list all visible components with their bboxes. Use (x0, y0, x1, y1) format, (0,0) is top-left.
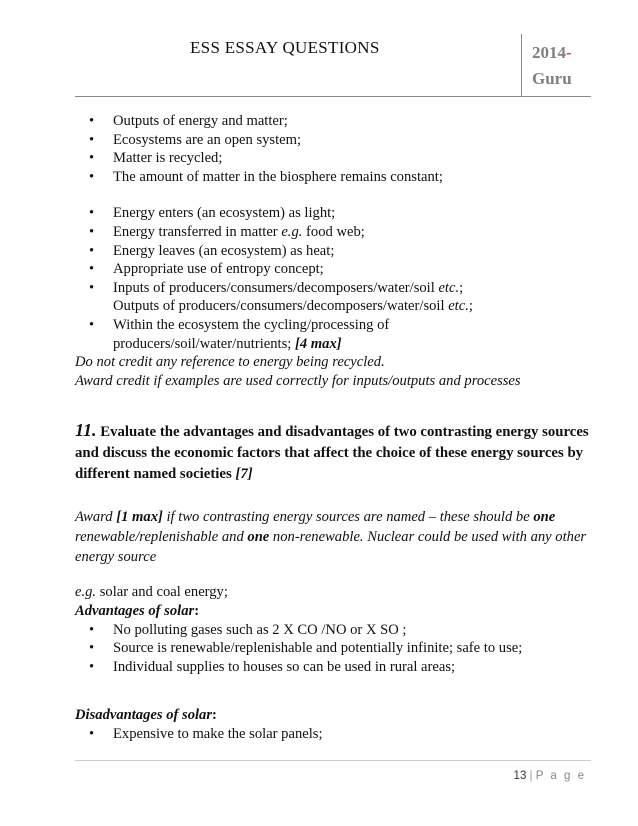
list-item: • Energy enters (an ecosystem) as light; (89, 205, 336, 222)
header-divider-horizontal (75, 96, 591, 97)
bullet-icon: • (89, 131, 95, 148)
footer-divider (75, 760, 591, 761)
bullet-icon: • (89, 113, 95, 129)
bullet-icon: • (89, 316, 95, 333)
list-item: • Appropriate use of entropy concept; (89, 261, 324, 278)
list-item: • Source is renewable/replenishable and potentially infinite; safe to use; (89, 640, 523, 657)
list-item: • The amount of matter in the biosphere remains constant; (89, 168, 443, 185)
page-header (0, 0, 638, 100)
list-item: • Matter is recycled; (89, 150, 223, 167)
list-item: • Energy leaves (an ecosystem) as heat; (89, 242, 335, 259)
award-instruction: Award [1 max] if two contrasting energy sources are named – these should be one renewable/replenishable and one non-renewable. Nuclear could be used with any other energy source (75, 509, 587, 566)
page-footer (514, 770, 586, 782)
advantages-list (75, 621, 593, 677)
page-label: P a g e (535, 770, 586, 782)
bullet-list-ecosystem-matter (75, 112, 593, 186)
note-no-recycling-credit: Do not credit any reference to energy being recycled. (75, 354, 385, 371)
bullet-icon: • (89, 725, 95, 742)
bullet-icon: • (89, 658, 95, 675)
example-line: e.g. solar and coal energy; (75, 584, 228, 601)
bullet-icon: • (89, 261, 95, 278)
disadvantages-list (75, 725, 593, 744)
footer-separator: | (529, 770, 533, 782)
list-item: • Inputs of producers/consumers/decomposers/water/soil etc.; Outputs of producers/consumers/decomposers/water/soil etc.; (89, 279, 473, 315)
bullet-icon: • (89, 640, 95, 657)
list-item: • No polluting gases such as 2 X CO /NO or X SO ; (89, 621, 407, 638)
bullet-icon: • (89, 242, 95, 259)
header-author: Guru (532, 69, 572, 88)
note-award-credit: Award credit if examples are used correctly for inputs/outputs and processes (75, 372, 521, 389)
list-item: • Within the ecosystem the cycling/processing of producers/soil/water/nutrients; [4 max] (89, 316, 390, 352)
advantages-heading: Advantages of solar: (75, 602, 200, 619)
page-number: 13 (513, 770, 527, 782)
question-number: 11. (75, 420, 97, 441)
header-divider-vertical (521, 34, 522, 96)
bullet-icon: • (89, 279, 95, 296)
header-dash: - (566, 43, 572, 62)
bullet-icon: • (89, 223, 95, 240)
bullet-list-ecosystem-energy (75, 204, 593, 353)
list-item: • Ecosystems are an open system; (89, 131, 302, 148)
question-11 (75, 420, 593, 485)
bullet-icon: • (89, 621, 95, 638)
bullet-icon: • (89, 205, 95, 222)
list-item: • Energy transferred in matter e.g. food web; (89, 223, 365, 240)
header-year-author (532, 40, 572, 92)
header-year: 2014 (532, 43, 566, 62)
list-item: • Expensive to make the solar panels; (89, 725, 323, 742)
list-item: • Individual supplies to houses so can be used in rural areas; (89, 658, 456, 675)
bullet-icon: • (89, 150, 95, 167)
list-item: • Outputs of energy and matter; (89, 113, 288, 129)
page-content (75, 112, 593, 743)
question-text: Evaluate the advantages and disadvantages of two contrasting energy sources and discuss the economic factors that affect the choice of these energy sources by different named societies (75, 424, 589, 483)
header-title: ESS ESSAY QUESTIONS (190, 38, 380, 57)
disadvantages-heading: Disadvantages of solar: (75, 707, 217, 724)
bullet-icon: • (89, 168, 95, 185)
question-marks: [7] (235, 466, 253, 483)
